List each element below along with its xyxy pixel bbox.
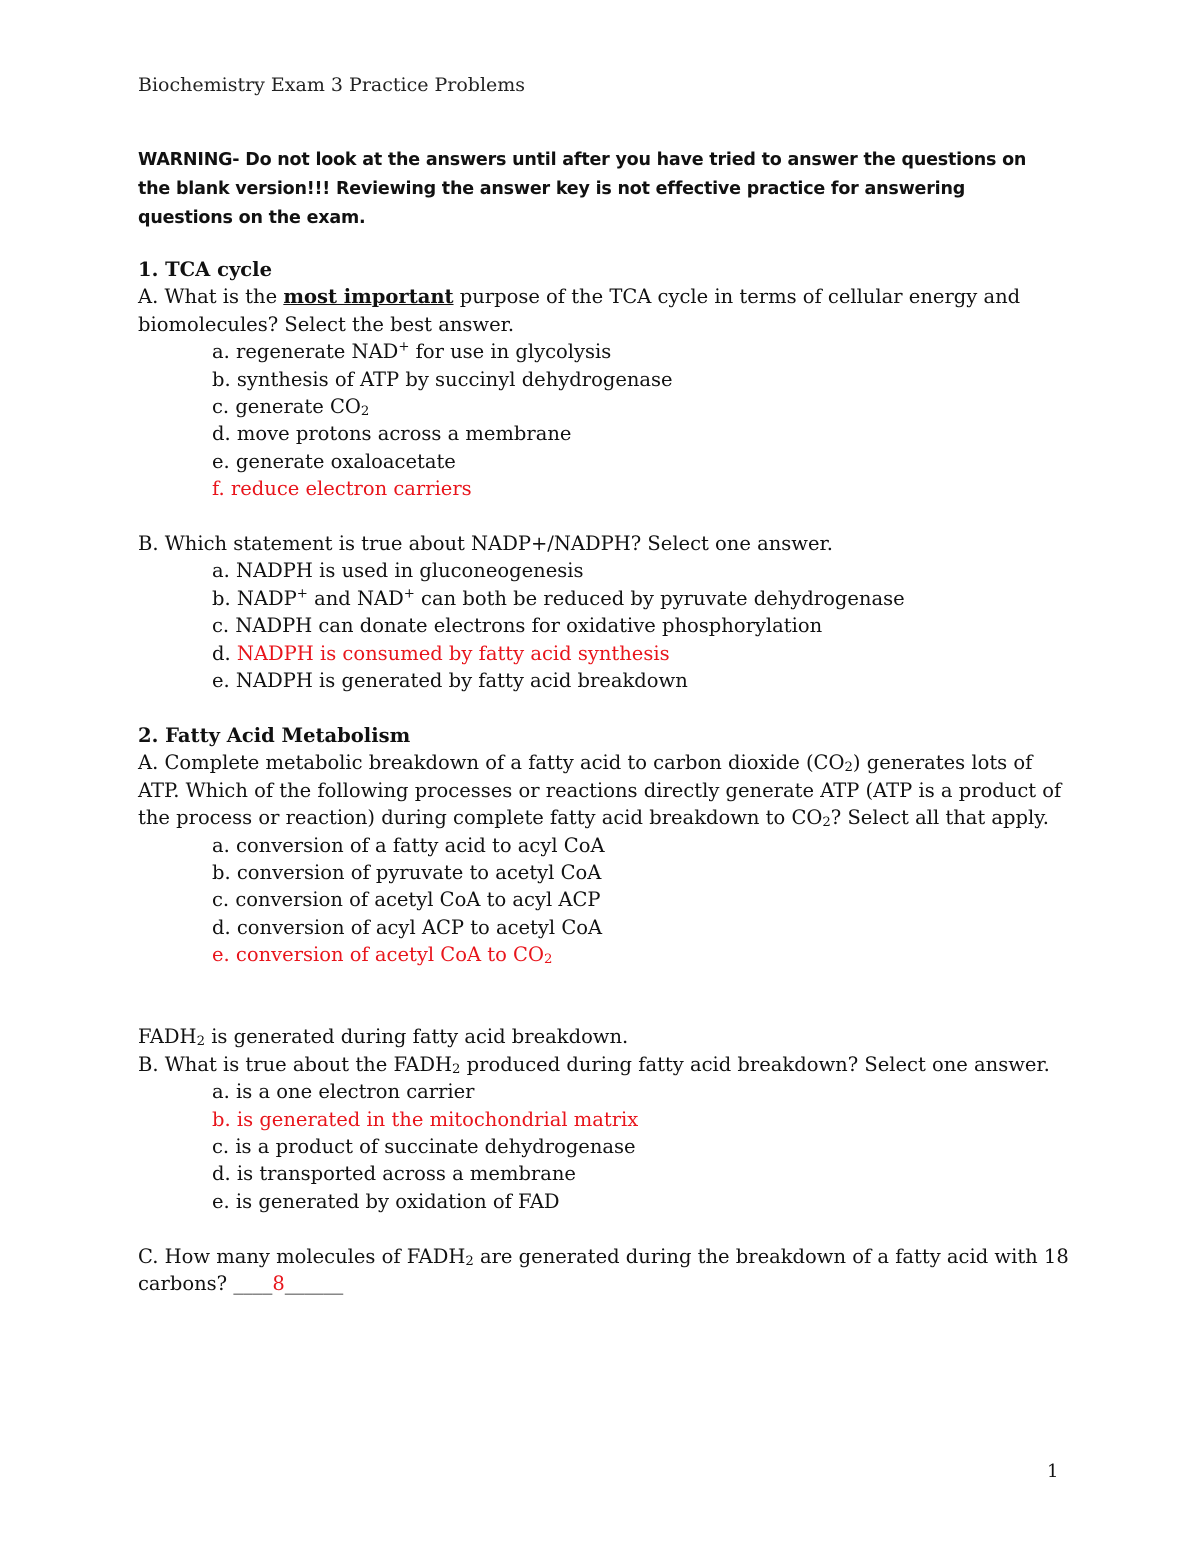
option-1b-e: e. NADPH is generated by fatty acid breakdown [212, 669, 688, 693]
option-2a-e-answer: e. conversion of acetyl CoA to $CO_2$ [212, 943, 553, 968]
option-2b-c: c. is a product of succinate dehydrogenase [212, 1134, 636, 1158]
section-1-heading: 1. TCA cycle [138, 258, 272, 281]
option-1a-f-answer: f. reduce electron carriers [212, 477, 472, 501]
option-1a-c: c. generate $CO_2$ [212, 395, 370, 420]
option-1b-d-answer: d. NADPH is consumed by fatty acid synthesis [212, 641, 670, 665]
option-1a-b: b. synthesis of ATP by succinyl dehydrogenase [212, 367, 673, 391]
option-2a-a: a. conversion of a fatty acid to acyl CoA [212, 833, 605, 857]
option-2b-a: a. is a one electron carrier [212, 1080, 475, 1104]
answer-2c: 8 [272, 1271, 285, 1295]
page-number: 1 [1047, 1461, 1059, 1482]
option-2b-e: e. is generated by oxidation of FAD [212, 1189, 560, 1213]
document-body [138, 256, 1078, 1297]
question-2a: A. Complete metabolic breakdown of a fatty acid to carbon dioxide $(CO_2)$ generates lots of ATP. Which of the following processes or reactions directly generate ATP (ATP is a product of the process or reaction) during complete fatty acid breakdown to $CO_2$? Select all that apply. [138, 751, 1062, 831]
question-2c: C. How many molecules of $FADH_2$ are generated during the breakdown of a fatty acid with 18 carbons? ____8______ [138, 1244, 1069, 1295]
option-1b-a: a. NADPH is used in gluconeogenesis [212, 559, 584, 583]
question-1b: B. Which statement is true about NADP+/NADPH? Select one answer. [138, 532, 833, 556]
option-1b-b: b. NADP+ and NAD+ can both be reduced by pyruvate dehydrogenase [212, 586, 905, 610]
question-1a: A. What is the most important purpose of the TCA cycle in terms of cellular energy and biomolecules? Select the best answer. [138, 285, 1021, 336]
question-2b: B. What is true about the $FADH_2$ produced during fatty acid breakdown? Select one answer. [138, 1052, 1050, 1077]
warning-notice: WARNING- Do not look at the answers until after you have tried to answer the questions on the blank version!!! Reviewing the answer key is not effective practice for answering questions on the exam. [138, 150, 1027, 228]
section-2-heading: 2. Fatty Acid Metabolism [138, 723, 411, 747]
option-2a-c: c. conversion of acetyl CoA to acyl ACP [212, 888, 601, 912]
option-2a-b: b. conversion of pyruvate to acetyl CoA [212, 860, 602, 884]
emphasis-most-important: most important [283, 285, 454, 309]
option-1a-e: e. generate oxaloacetate [212, 449, 456, 473]
page-header: Biochemistry Exam 3 Practice Problems [138, 74, 526, 96]
option-2b-b-answer: b. is generated in the mitochondrial matrix [212, 1107, 639, 1131]
fadh2-intro: $FADH_2$ is generated during fatty acid breakdown. [138, 1025, 629, 1050]
option-2a-d: d. conversion of acyl ACP to acetyl CoA [212, 915, 603, 939]
option-1b-c: c. NADPH can donate electrons for oxidative phosphorylation [212, 614, 823, 638]
option-1a-d: d. move protons across a membrane [212, 422, 572, 446]
option-2b-d: d. is transported across a membrane [212, 1162, 576, 1186]
option-1a-a: a. regenerate NAD+ for use in glycolysis [212, 339, 612, 364]
